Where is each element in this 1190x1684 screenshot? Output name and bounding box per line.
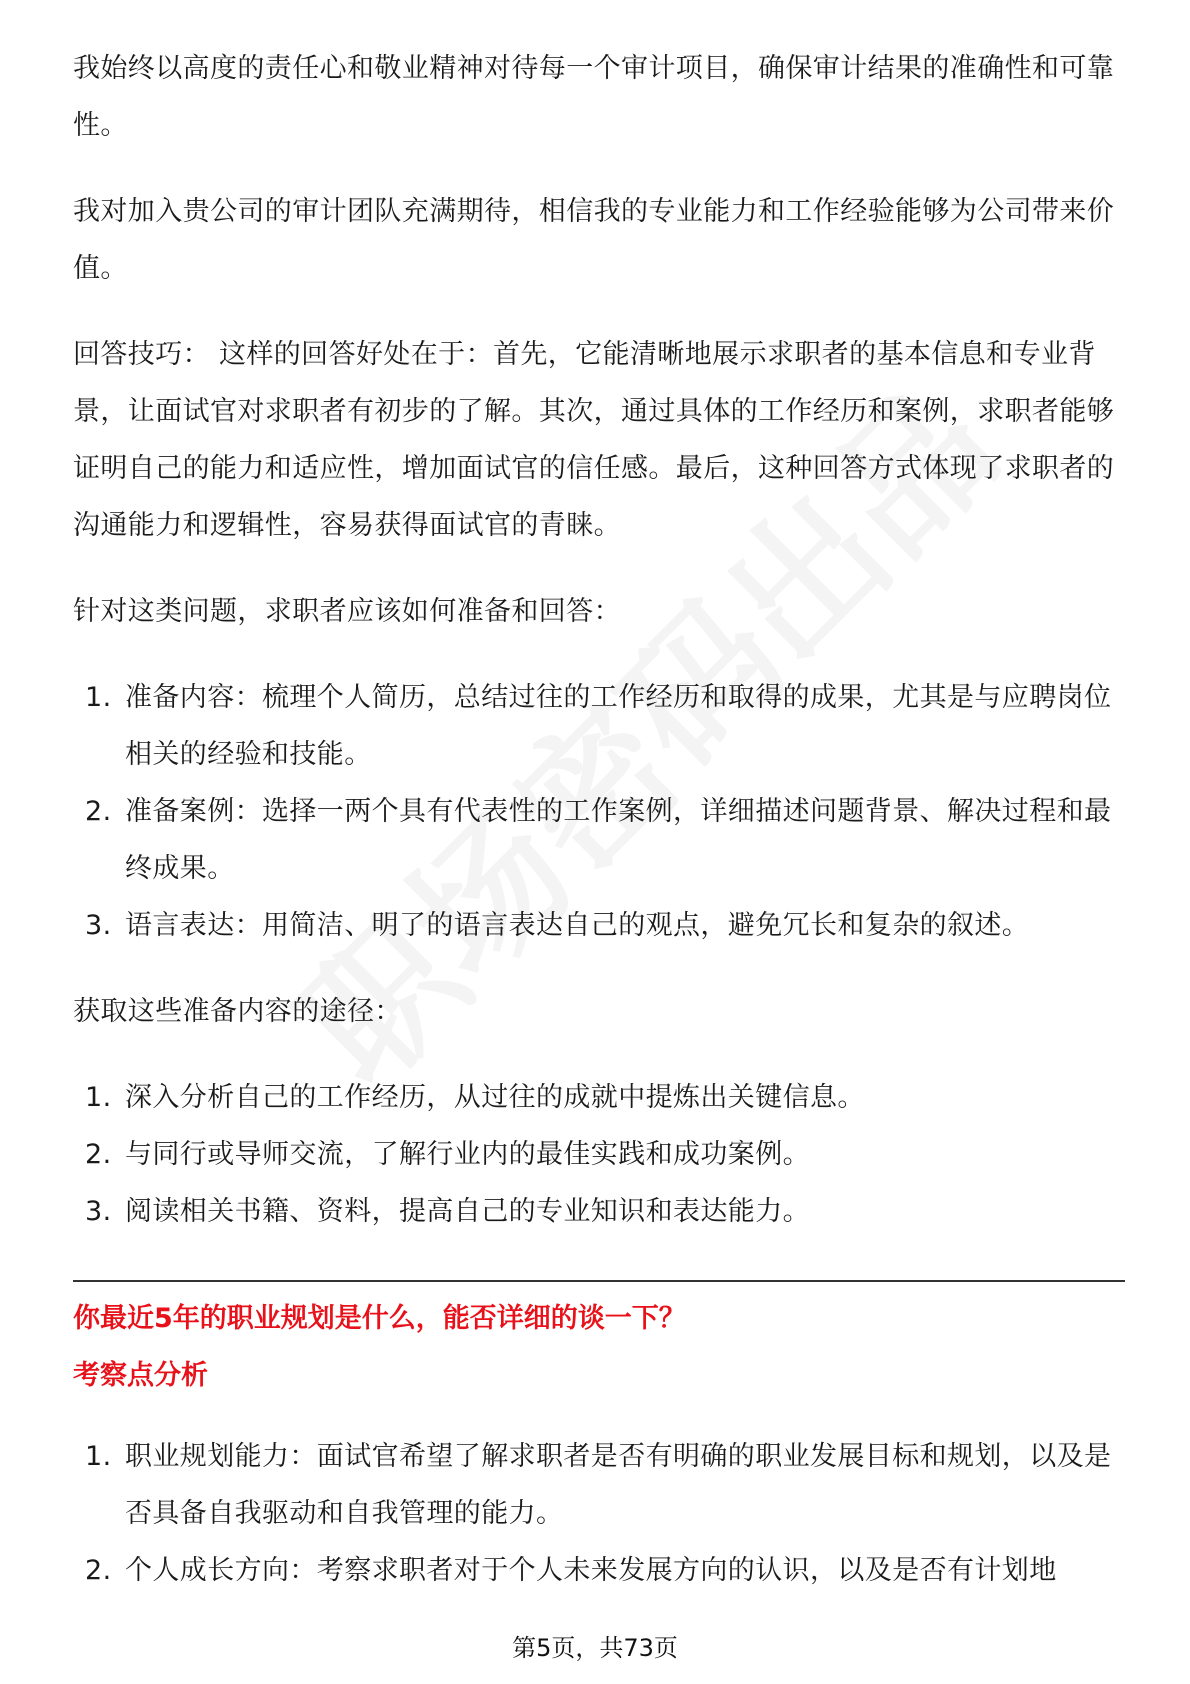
paragraph: 获取这些准备内容的途径： (73, 996, 402, 1027)
analysis-list (73, 1428, 1125, 1599)
list-item (73, 1183, 1125, 1240)
list-item (73, 1428, 1125, 1542)
list-item (73, 783, 1125, 897)
list-item-text: 与同行或导师交流，了解行业内的最佳实践和成功案例。 (125, 1139, 810, 1170)
page-footer: 第5页，共73页 (512, 1634, 678, 1662)
list-number: 3. (85, 1196, 112, 1227)
list-number: 1. (85, 1082, 112, 1113)
list-item-text: 阅读相关书籍、资料，提高自己的专业知识和表达能力。 (125, 1196, 810, 1227)
page-content (73, 40, 1125, 1599)
list-item-text: 语言表达：用简洁、明了的语言表达自己的观点，避免冗长和复杂的叙述。 (125, 910, 1030, 941)
list-item-text: 准备内容：梳理个人简历，总结过往的工作经历和取得的成果，尤其是与应聘岗位相关的经验和技能。 (125, 682, 1112, 770)
question-title: 你最近5年的职业规划是什么，能否详细的谈一下？ (73, 1303, 686, 1334)
list-number: 1. (85, 1441, 112, 1472)
list-number: 2. (85, 796, 112, 827)
list-number: 1. (85, 682, 112, 713)
list-item (73, 1069, 1125, 1126)
list-item-text: 个人成长方向：考察求职者对于个人未来发展方向的认识，以及是否有计划地 (125, 1555, 1057, 1586)
list-item (73, 1126, 1125, 1183)
question-subtitle: 考察点分析 (73, 1360, 208, 1391)
prep-list (73, 669, 1125, 954)
answer-tips-paragraph: 回答技巧： 这样的回答好处在于：首先，它能清晰地展示求职者的基本信息和专业背景，让面试官对求职者有初步的了解。其次，通过具体的工作经历和案例，求职者能够证明自己的能力和适应性，增加面试官的信任感。最后，这种回答方式体现了求职者的沟通能力和逻辑性，容易获得面试官的青睐。 (73, 339, 1115, 541)
paragraph: 我对加入贵公司的审计团队充满期待，相信我的专业能力和工作经验能够为公司带来价值。 (73, 196, 1115, 284)
paragraph: 我始终以高度的责任心和敬业精神对待每一个审计项目，确保审计结果的准确性和可靠性。 (73, 53, 1115, 141)
paragraph: 针对这类问题，求职者应该如何准备和回答： (73, 596, 621, 627)
list-item-text: 深入分析自己的工作经历，从过往的成就中提炼出关键信息。 (125, 1082, 865, 1113)
list-number: 2. (85, 1555, 112, 1586)
list-item (73, 669, 1125, 783)
list-item (73, 1542, 1125, 1599)
list-item-text: 职业规划能力：面试官希望了解求职者是否有明确的职业发展目标和规划，以及是否具备自我驱动和自我管理的能力。 (125, 1441, 1112, 1529)
list-item-text: 准备案例：选择一两个具有代表性的工作案例，详细描述问题背景、解决过程和最终成果。 (125, 796, 1112, 884)
list-item (73, 897, 1125, 954)
list-number: 2. (85, 1139, 112, 1170)
source-list (73, 1069, 1125, 1240)
list-number: 3. (85, 910, 112, 941)
